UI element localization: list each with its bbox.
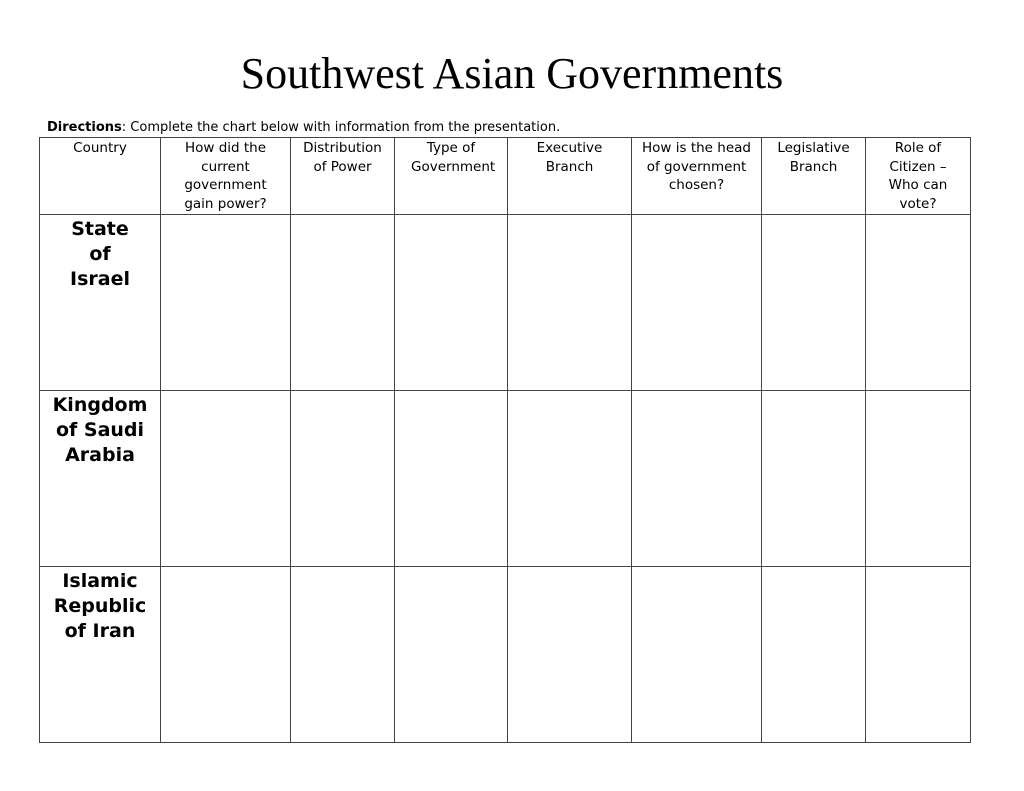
- table-row: [40, 215, 971, 391]
- header-type-of-government: Type of Government: [395, 138, 508, 215]
- answer-cell[interactable]: [866, 567, 971, 743]
- answer-cell[interactable]: [395, 567, 508, 743]
- answer-cell[interactable]: [508, 215, 632, 391]
- header-role-of-citizen: Role of Citizen – Who can vote?: [866, 138, 971, 215]
- directions-label: Directions: [47, 120, 122, 135]
- answer-cell[interactable]: [762, 567, 866, 743]
- answer-cell[interactable]: [508, 567, 632, 743]
- header-executive-branch: Executive Branch: [508, 138, 632, 215]
- answer-cell[interactable]: [632, 215, 762, 391]
- table-row: [40, 391, 971, 567]
- header-legislative-branch: Legislative Branch: [762, 138, 866, 215]
- answer-cell[interactable]: [291, 391, 395, 567]
- header-row: [40, 138, 971, 215]
- header-distribution-of-power: Distribution of Power: [291, 138, 395, 215]
- country-cell: Islamic Republic of Iran: [40, 567, 161, 743]
- table-row: [40, 567, 971, 743]
- answer-cell[interactable]: [762, 215, 866, 391]
- answer-cell[interactable]: [161, 215, 291, 391]
- page-title: Southwest Asian Governments: [240, 49, 784, 98]
- answer-cell[interactable]: [762, 391, 866, 567]
- answer-cell[interactable]: [161, 391, 291, 567]
- answer-cell[interactable]: [866, 215, 971, 391]
- answer-cell[interactable]: [395, 391, 508, 567]
- answer-cell[interactable]: [508, 391, 632, 567]
- answer-cell[interactable]: [291, 567, 395, 743]
- answer-cell[interactable]: [395, 215, 508, 391]
- answer-cell[interactable]: [632, 391, 762, 567]
- header-country: Country: [40, 138, 161, 215]
- answer-cell[interactable]: [291, 215, 395, 391]
- directions: [47, 119, 560, 137]
- country-cell: Kingdom of Saudi Arabia: [40, 391, 161, 567]
- answer-cell[interactable]: [632, 567, 762, 743]
- header-gain-power: How did the current government gain power?: [161, 138, 291, 215]
- country-cell: State of Israel: [40, 215, 161, 391]
- answer-cell[interactable]: [866, 391, 971, 567]
- answer-cell[interactable]: [161, 567, 291, 743]
- directions-text: : Complete the chart below with information from the presentation.: [121, 120, 561, 135]
- government-chart-table: [39, 137, 971, 743]
- header-head-of-government: How is the head of government chosen?: [632, 138, 762, 215]
